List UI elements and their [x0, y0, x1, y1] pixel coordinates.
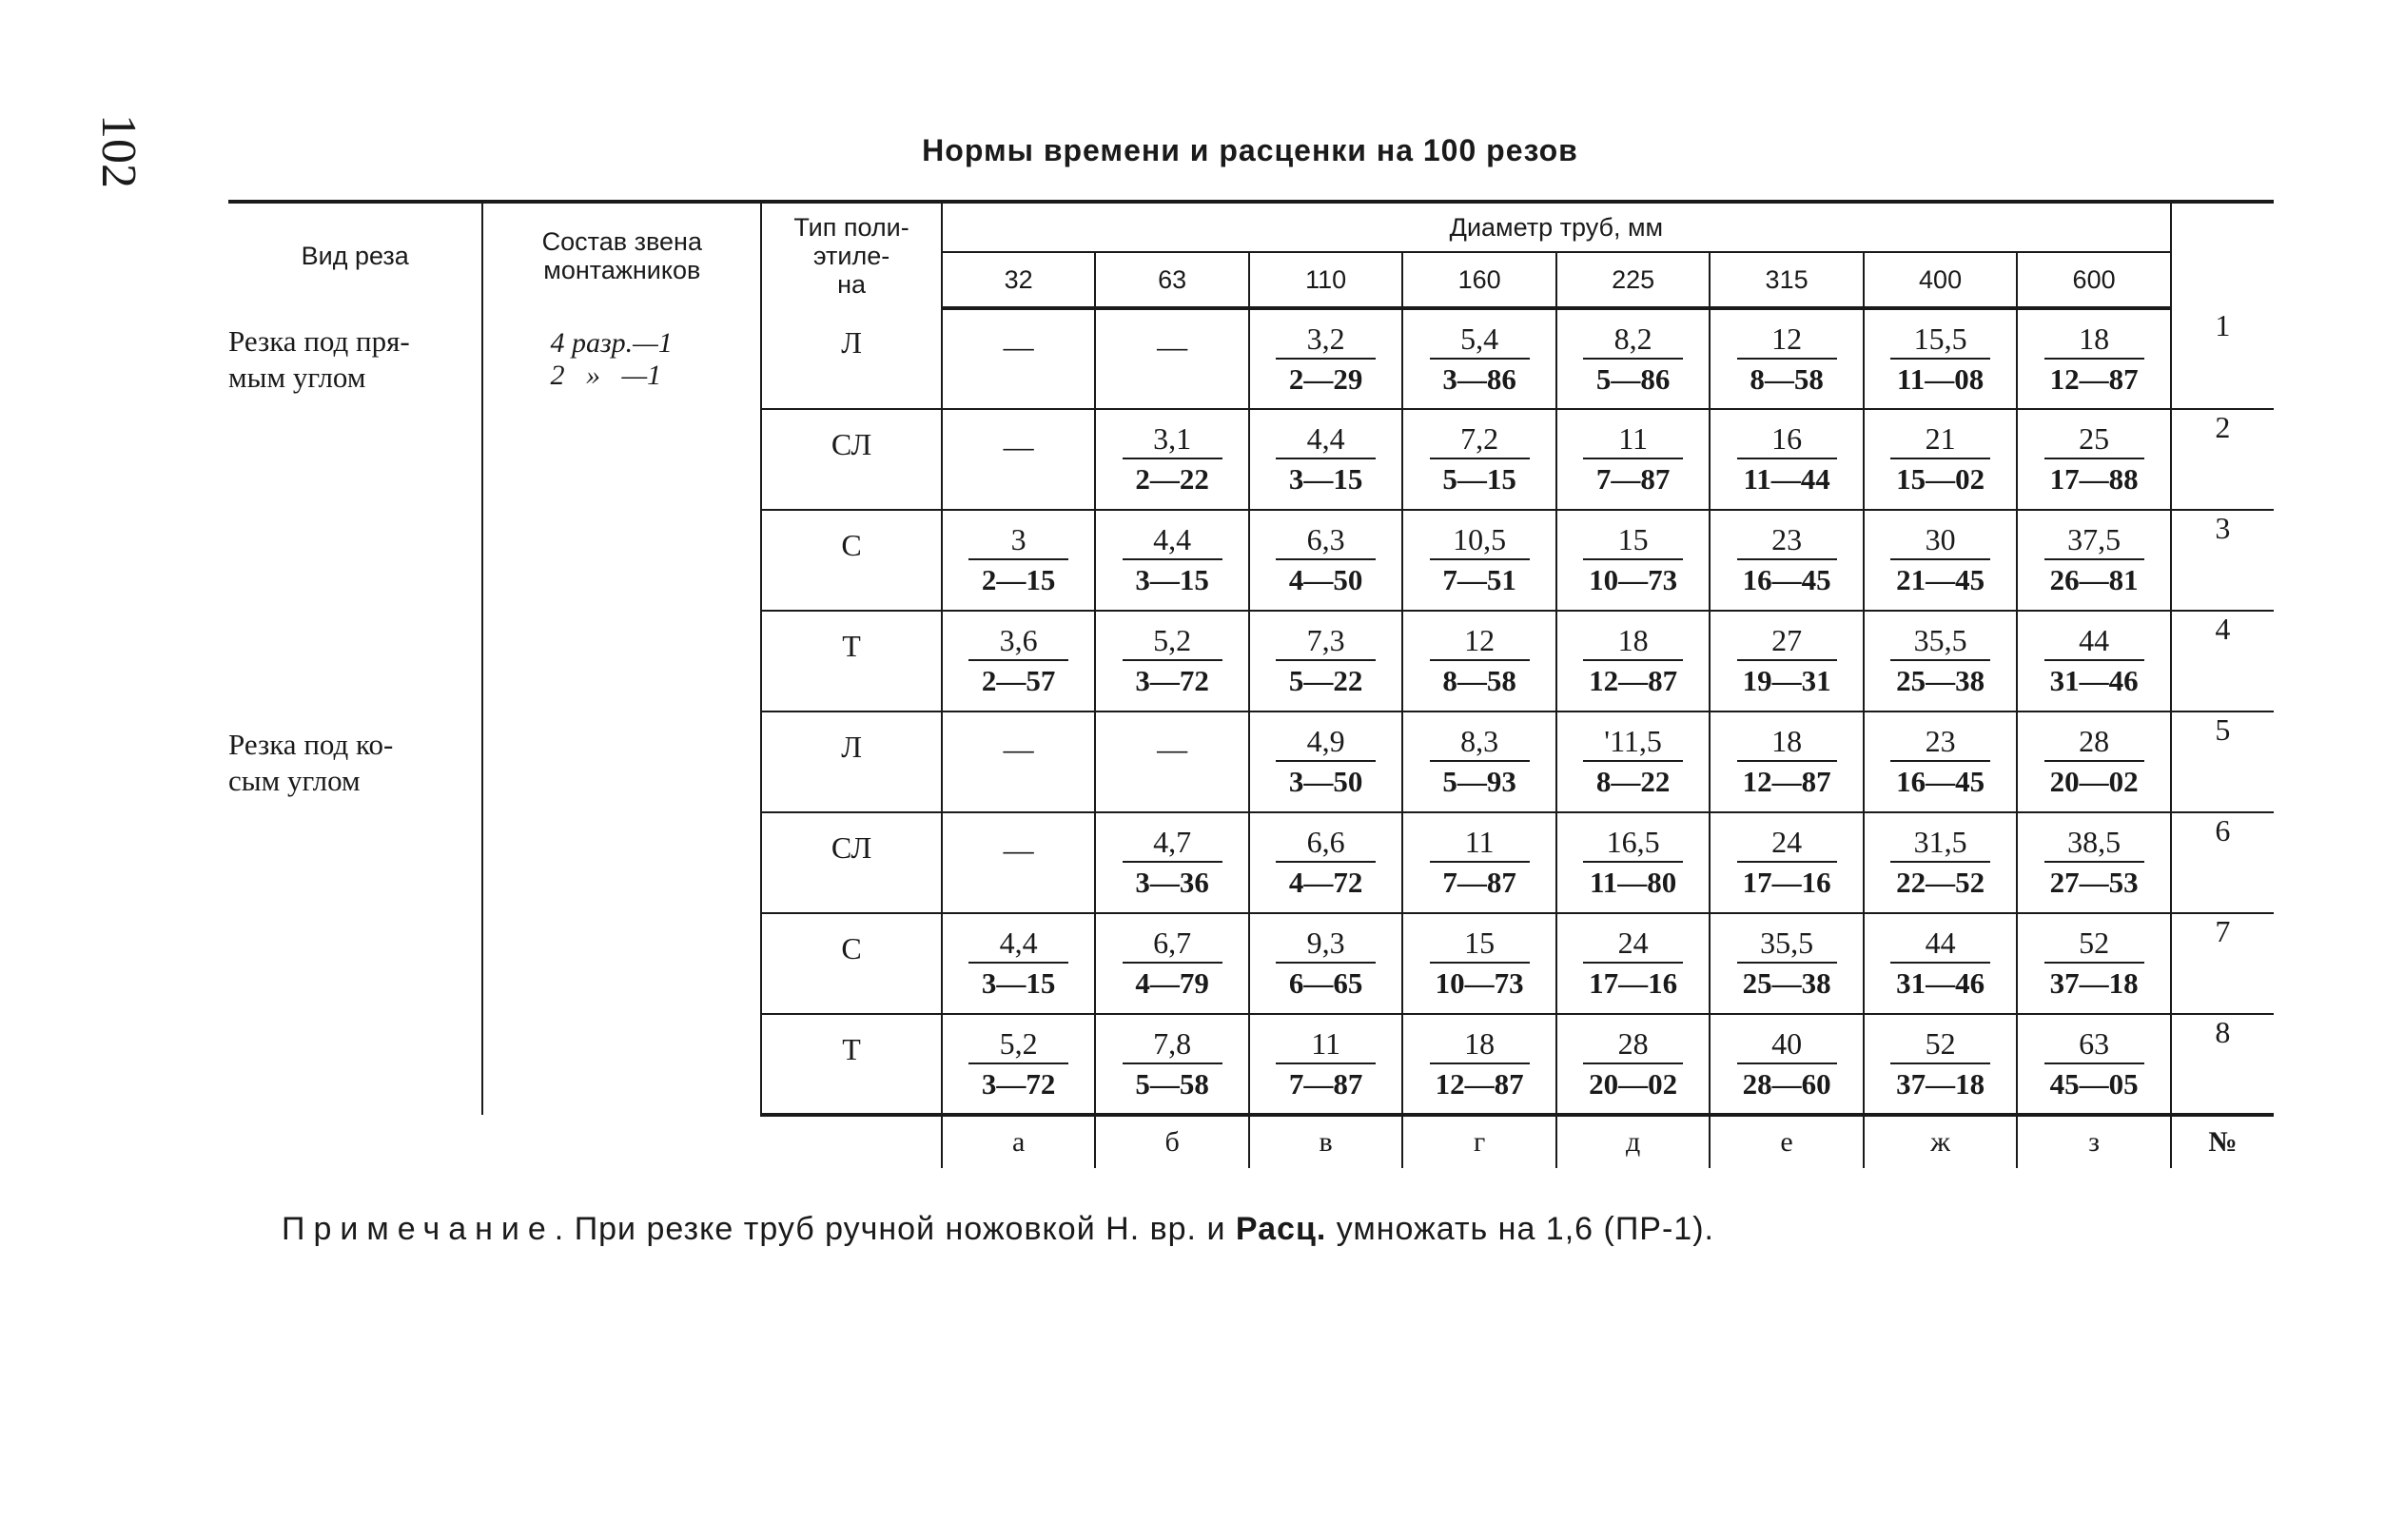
- row-number: 6: [2171, 812, 2274, 913]
- time-norm: 4,4: [968, 926, 1068, 964]
- norm-cell: [1249, 510, 1402, 611]
- norm-cell: [1556, 409, 1710, 510]
- time-norm: 37,5: [2044, 522, 2144, 560]
- norm-cell: [1095, 611, 1248, 712]
- rate-value: 15—02: [1896, 462, 1985, 496]
- norm-cell: [942, 812, 1095, 913]
- time-norm: 40: [1737, 1026, 1837, 1064]
- rate-value: 3—15: [1288, 462, 1363, 496]
- header-tip: Тип поли- этиле- на: [761, 202, 942, 308]
- column-letter: з: [2017, 1115, 2171, 1168]
- norm-cell: [2017, 913, 2171, 1014]
- rate-value: 8—22: [1595, 765, 1671, 798]
- norm-cell: [1864, 611, 2017, 712]
- column-letter: а: [942, 1115, 1095, 1168]
- rate-value: 27—53: [2049, 866, 2139, 899]
- time-norm: 6,7: [1123, 926, 1222, 964]
- note-text-end: умножать на 1,6 (ПР-1).: [1326, 1211, 1714, 1247]
- norm-cell: [1556, 913, 1710, 1014]
- norm-cell: [1402, 510, 1555, 611]
- time-norm: 7,2: [1430, 421, 1530, 459]
- norm-cell: [1095, 1014, 1248, 1115]
- norm-cell: [1864, 308, 2017, 409]
- time-norm: 15,5: [1890, 322, 1990, 360]
- row-number: 7: [2171, 913, 2274, 1014]
- norm-cell: [1864, 812, 2017, 913]
- time-norm: 5,4: [1430, 322, 1530, 360]
- row-number: 2: [2171, 409, 2274, 510]
- time-norm: 6,6: [1276, 825, 1376, 863]
- cut-type-text: сым углом: [228, 764, 361, 797]
- rate-value: 12—87: [1742, 765, 1831, 798]
- norm-cell: [942, 913, 1095, 1014]
- rate-value: 12—87: [2049, 362, 2139, 396]
- norm-cell: [1249, 1014, 1402, 1115]
- time-norm: 52: [1890, 1026, 1990, 1064]
- norm-cell: [2017, 308, 2171, 409]
- time-norm: 52: [2044, 926, 2144, 964]
- polyethylene-type: СЛ: [761, 812, 942, 913]
- norm-cell: [942, 1014, 1095, 1115]
- crew-text: 4 разр.—1: [550, 327, 673, 359]
- time-norm: 18: [1737, 724, 1837, 762]
- header-num: [2171, 202, 2274, 308]
- rate-value: 3—15: [1135, 563, 1209, 596]
- rate-value: 2—15: [981, 563, 1056, 596]
- rate-value: 11—08: [1896, 362, 1985, 396]
- rate-value: 3—86: [1442, 362, 1516, 396]
- norm-cell: [1864, 1014, 2017, 1115]
- polyethylene-type: Л: [761, 308, 942, 409]
- time-norm: 63: [2044, 1026, 2144, 1064]
- row-number: 1: [2171, 308, 2274, 409]
- polyethylene-type: Т: [761, 611, 942, 712]
- polyethylene-type: Л: [761, 712, 942, 812]
- table-body: [228, 308, 2274, 1115]
- crew-cell: [482, 308, 761, 1115]
- time-norm: 18: [1430, 1026, 1530, 1064]
- norm-cell: [1556, 611, 1710, 712]
- norm-cell: [1402, 913, 1555, 1014]
- norm-cell: [1710, 510, 1863, 611]
- time-norm: 4,4: [1123, 522, 1222, 560]
- norm-cell: [1095, 812, 1248, 913]
- time-norm: 12: [1430, 623, 1530, 661]
- rate-value: 16—45: [1896, 765, 1985, 798]
- rate-value: 20—02: [1589, 1067, 1678, 1101]
- rate-value: 8—58: [1442, 664, 1516, 697]
- footnote: [282, 1211, 1714, 1248]
- column-letter: б: [1095, 1115, 1248, 1168]
- time-norm: 4,9: [1276, 724, 1376, 762]
- time-norm: 28: [1583, 1026, 1683, 1064]
- norm-cell: [1710, 308, 1863, 409]
- rate-value: 2—22: [1135, 462, 1209, 496]
- norm-cell: [1864, 913, 2017, 1014]
- rate-value: 17—88: [2049, 462, 2139, 496]
- row-number: 4: [2171, 611, 2274, 712]
- norm-cell: [1402, 611, 1555, 712]
- norm-cell: [942, 308, 1095, 409]
- diameter-400: 400: [1864, 252, 2017, 308]
- time-norm: 23: [1890, 724, 1990, 762]
- rate-value: 26—81: [2049, 563, 2139, 596]
- time-norm: 6,3: [1276, 522, 1376, 560]
- norm-cell: [1864, 712, 2017, 812]
- rate-value: 37—18: [2049, 966, 2139, 1000]
- time-norm: 4,7: [1123, 825, 1222, 863]
- norms-table: [228, 200, 2274, 1168]
- cut-type-text: мым углом: [228, 361, 366, 394]
- note-prefix: Примечание: [282, 1211, 555, 1247]
- time-norm: 3,2: [1276, 322, 1376, 360]
- norm-empty: —: [1157, 731, 1188, 766]
- time-norm: 3,1: [1123, 421, 1222, 459]
- rate-value: 25—38: [1742, 966, 1831, 1000]
- norm-cell: [2017, 510, 2171, 611]
- norm-cell: [1249, 611, 1402, 712]
- time-norm: 7,8: [1123, 1026, 1222, 1064]
- norm-cell: [2017, 812, 2171, 913]
- page-title: Нормы времени и расценки на 100 резов: [922, 133, 1578, 167]
- norm-cell: [1710, 812, 1863, 913]
- norm-cell: [2017, 611, 2171, 712]
- rate-value: 11—80: [1589, 866, 1677, 899]
- header-diameter: Диаметр труб, мм: [942, 202, 2171, 252]
- polyethylene-type: С: [761, 913, 942, 1014]
- time-norm: 16: [1737, 421, 1837, 459]
- polyethylene-type: СЛ: [761, 409, 942, 510]
- rate-value: 10—73: [1589, 563, 1678, 596]
- norm-empty: —: [1003, 329, 1034, 363]
- norm-cell: [1710, 1014, 1863, 1115]
- diameter-63: 63: [1095, 252, 1248, 308]
- diameter-110: 110: [1249, 252, 1402, 308]
- norm-cell: [1249, 712, 1402, 812]
- rate-value: 11—44: [1743, 462, 1830, 496]
- rate-value: 28—60: [1742, 1067, 1831, 1101]
- time-norm: 5,2: [1123, 623, 1222, 661]
- column-letter: ж: [1864, 1115, 2017, 1168]
- time-norm: 8,2: [1583, 322, 1683, 360]
- time-norm: 8,3: [1430, 724, 1530, 762]
- norm-empty: —: [1157, 329, 1188, 363]
- norm-cell: [1402, 308, 1555, 409]
- rate-value: 2—57: [981, 664, 1056, 697]
- norm-cell: [1095, 913, 1248, 1014]
- rate-value: 17—16: [1589, 966, 1678, 1000]
- rate-value: 5—15: [1442, 462, 1516, 496]
- norm-cell: [942, 409, 1095, 510]
- header-sostav: Состав звена монтажников: [482, 202, 761, 308]
- rate-value: 21—45: [1896, 563, 1985, 596]
- norm-cell: [1710, 611, 1863, 712]
- diameter-160: 160: [1402, 252, 1555, 308]
- norm-cell: [1402, 409, 1555, 510]
- time-norm: 7,3: [1276, 623, 1376, 661]
- norm-empty: —: [1003, 731, 1034, 766]
- diameter-315: 315: [1710, 252, 1863, 308]
- column-letter: в: [1249, 1115, 1402, 1168]
- norm-cell: [942, 611, 1095, 712]
- norm-cell: [1402, 712, 1555, 812]
- time-norm: 28: [2044, 724, 2144, 762]
- column-letter: е: [1710, 1115, 1863, 1168]
- rate-value: 2—29: [1288, 362, 1363, 396]
- rate-value: 4—72: [1288, 866, 1363, 899]
- rate-value: 31—46: [2049, 664, 2139, 697]
- norm-cell: [1710, 712, 1863, 812]
- time-norm: 24: [1737, 825, 1837, 863]
- rate-value: 20—02: [2049, 765, 2139, 798]
- column-letter: д: [1556, 1115, 1710, 1168]
- time-norm: 21: [1890, 421, 1990, 459]
- rate-value: 5—58: [1135, 1067, 1209, 1101]
- norm-cell: [1249, 308, 1402, 409]
- time-norm: 44: [2044, 623, 2144, 661]
- norm-cell: [2017, 409, 2171, 510]
- norm-cell: [1864, 409, 2017, 510]
- time-norm: 5,2: [968, 1026, 1068, 1064]
- norm-empty: —: [1003, 429, 1034, 463]
- note-bold: Расц.: [1235, 1211, 1327, 1247]
- time-norm: 11: [1276, 1026, 1376, 1064]
- norm-cell: [942, 510, 1095, 611]
- norm-cell: [1556, 308, 1710, 409]
- norm-empty: —: [1003, 832, 1034, 867]
- time-norm: 27: [1737, 623, 1837, 661]
- polyethylene-type: С: [761, 510, 942, 611]
- norm-cell: [1095, 510, 1248, 611]
- time-norm: 9,3: [1276, 926, 1376, 964]
- rate-value: 45—05: [2049, 1067, 2139, 1101]
- time-norm: 44: [1890, 926, 1990, 964]
- rate-value: 4—79: [1135, 966, 1209, 1000]
- norm-cell: [1556, 712, 1710, 812]
- time-norm: 25: [2044, 421, 2144, 459]
- rate-value: 25—38: [1896, 664, 1985, 697]
- rate-value: 3—72: [981, 1067, 1056, 1101]
- note-text: . При резке труб ручной ножовкой Н. вр. и: [554, 1211, 1236, 1247]
- norm-cell: [1249, 812, 1402, 913]
- norm-cell: [1095, 409, 1248, 510]
- crew-text: 2 » —1: [550, 360, 662, 391]
- rate-value: 16—45: [1742, 563, 1831, 596]
- norm-cell: [1556, 510, 1710, 611]
- time-norm: 10,5: [1430, 522, 1530, 560]
- time-norm: 24: [1583, 926, 1683, 964]
- rate-value: 4—50: [1288, 563, 1363, 596]
- norm-cell: [1095, 308, 1248, 409]
- time-norm: 16,5: [1583, 825, 1683, 863]
- rate-value: 5—93: [1442, 765, 1516, 798]
- diameter-32: 32: [942, 252, 1095, 308]
- time-norm: 11: [1430, 825, 1530, 863]
- header-vid: Вид реза: [228, 202, 482, 308]
- rate-value: 31—46: [1896, 966, 1985, 1000]
- rate-value: 6—65: [1288, 966, 1363, 1000]
- rate-value: 7—87: [1595, 462, 1671, 496]
- rate-value: 8—58: [1750, 362, 1824, 396]
- polyethylene-type: Т: [761, 1014, 942, 1115]
- rate-value: 7—51: [1442, 563, 1516, 596]
- rate-value: 7—87: [1288, 1067, 1363, 1101]
- rate-value: 5—86: [1595, 362, 1671, 396]
- time-norm: '11,5: [1583, 724, 1683, 762]
- row-number: 3: [2171, 510, 2274, 611]
- time-norm: 35,5: [1737, 926, 1837, 964]
- rate-value: 17—16: [1742, 866, 1831, 899]
- cut-type-cell: [228, 712, 482, 1115]
- time-norm: 23: [1737, 522, 1837, 560]
- time-norm: 31,5: [1890, 825, 1990, 863]
- time-norm: 12: [1737, 322, 1837, 360]
- norm-cell: [1864, 510, 2017, 611]
- rate-value: 7—87: [1442, 866, 1516, 899]
- rate-value: 19—31: [1742, 664, 1831, 697]
- time-norm: 18: [2044, 322, 2144, 360]
- rate-value: 5—22: [1288, 664, 1363, 697]
- norm-cell: [1710, 409, 1863, 510]
- rate-value: 3—36: [1135, 866, 1209, 899]
- time-norm: 4,4: [1276, 421, 1376, 459]
- cut-type-text: Резка под пря-: [228, 324, 410, 358]
- column-letter: г: [1402, 1115, 1555, 1168]
- norm-cell: [1402, 812, 1555, 913]
- norm-cell: [1095, 712, 1248, 812]
- norm-cell: [942, 712, 1095, 812]
- norm-cell: [1556, 812, 1710, 913]
- norm-cell: [1556, 1014, 1710, 1115]
- row-number: 8: [2171, 1014, 2274, 1115]
- time-norm: 15: [1430, 926, 1530, 964]
- diameter-600: 600: [2017, 252, 2171, 308]
- time-norm: 35,5: [1890, 623, 1990, 661]
- rate-value: 37—18: [1896, 1067, 1985, 1101]
- rate-value: 12—87: [1589, 664, 1678, 697]
- norm-cell: [1249, 913, 1402, 1014]
- time-norm: 3: [968, 522, 1068, 560]
- cut-type-cell: [228, 308, 482, 712]
- norm-cell: [1402, 1014, 1555, 1115]
- norm-cell: [2017, 1014, 2171, 1115]
- time-norm: 30: [1890, 522, 1990, 560]
- rate-value: 3—50: [1288, 765, 1363, 798]
- diameter-225: 225: [1556, 252, 1710, 308]
- norm-cell: [1249, 409, 1402, 510]
- time-norm: 15: [1583, 522, 1683, 560]
- time-norm: 3,6: [968, 623, 1068, 661]
- rate-value: 3—72: [1135, 664, 1209, 697]
- rate-value: 3—15: [981, 966, 1056, 1000]
- norm-cell: [1710, 913, 1863, 1014]
- time-norm: 11: [1583, 421, 1683, 459]
- rate-value: 12—87: [1435, 1067, 1524, 1101]
- num-sign: №: [2171, 1115, 2274, 1168]
- rate-value: 10—73: [1435, 966, 1524, 1000]
- cut-type-text: Резка под ко-: [228, 728, 394, 761]
- table-row: [228, 308, 2274, 409]
- time-norm: 18: [1583, 623, 1683, 661]
- time-norm: 38,5: [2044, 825, 2144, 863]
- norm-cell: [2017, 712, 2171, 812]
- rate-value: 22—52: [1896, 866, 1985, 899]
- page-number: 102: [91, 114, 146, 188]
- column-letters-row: [228, 1115, 2274, 1168]
- row-number: 5: [2171, 712, 2274, 812]
